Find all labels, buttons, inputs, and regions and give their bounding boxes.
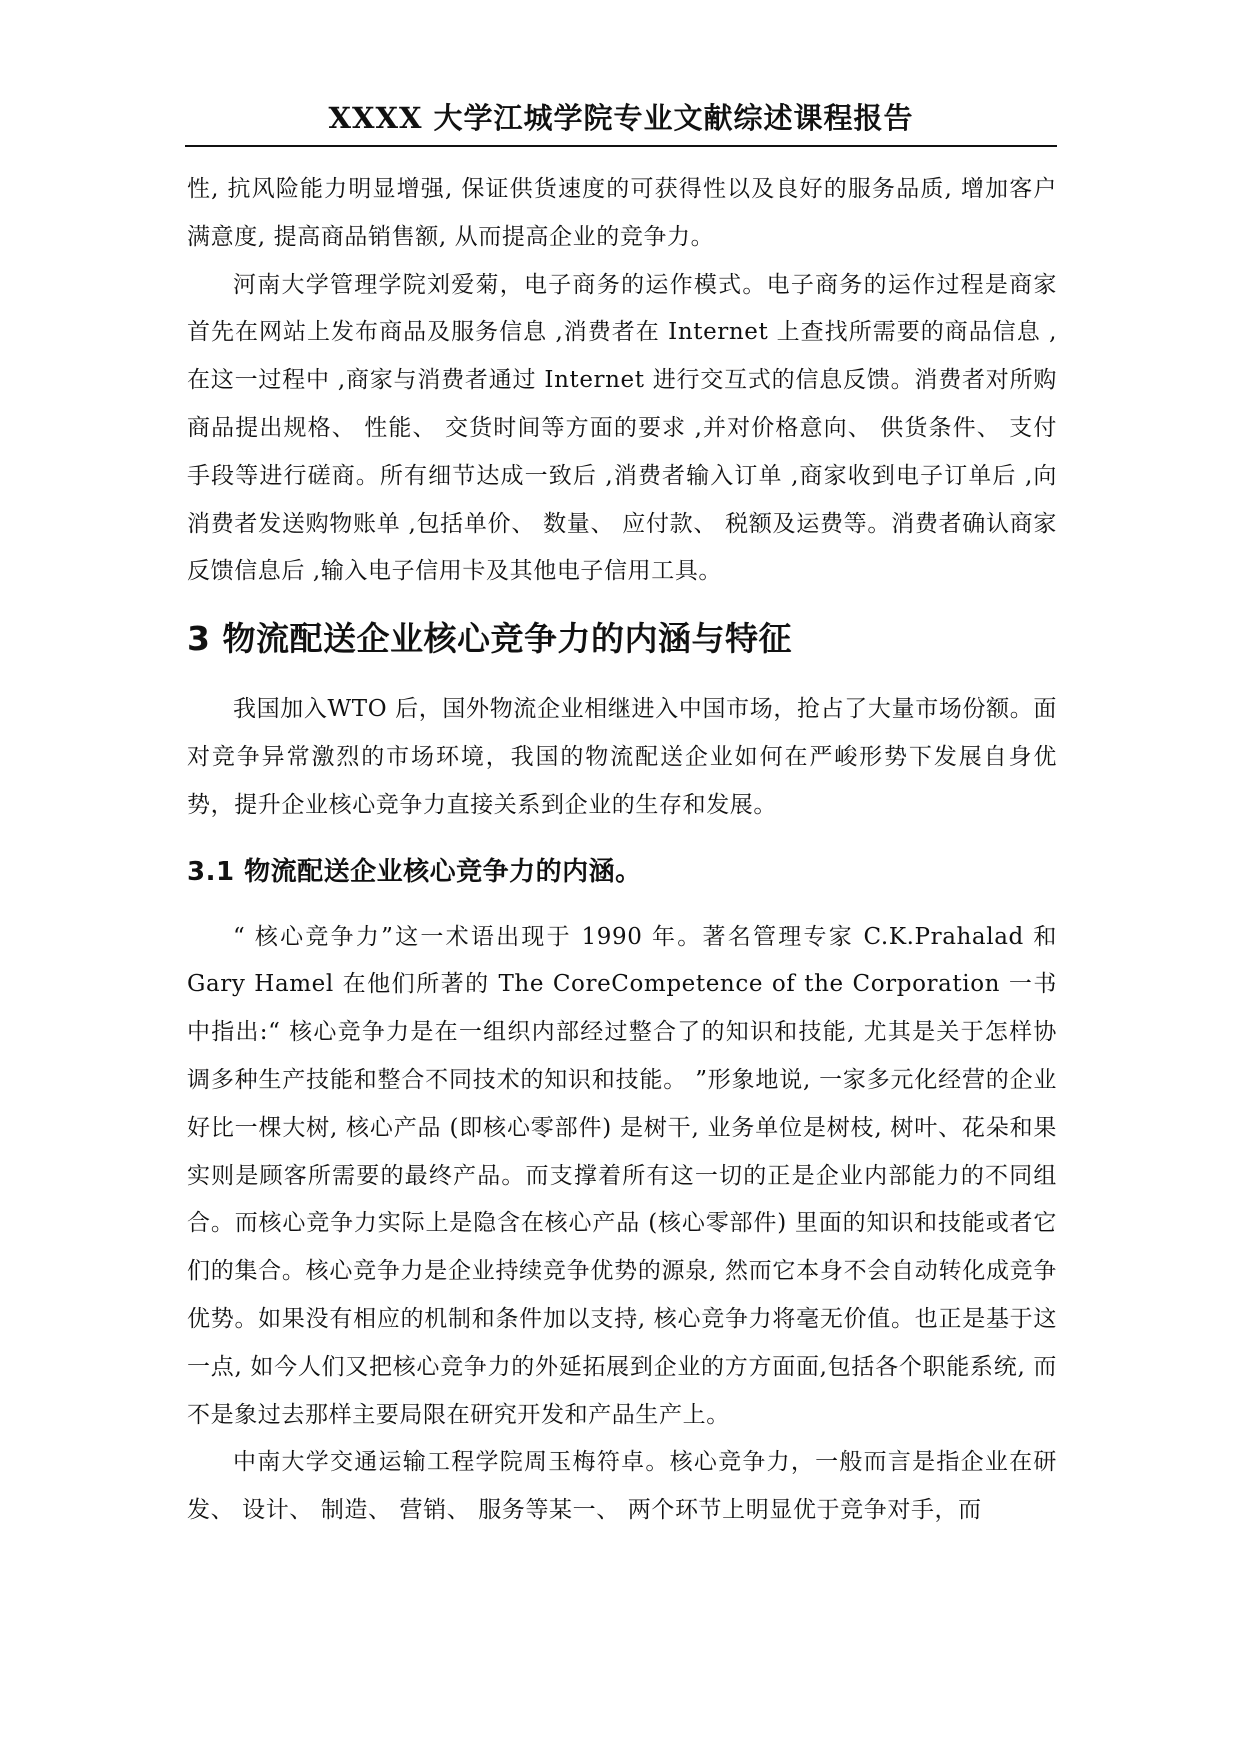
paragraph-continuation: 性, 抗风险能力明显增强, 保证供货速度的可获得性以及良好的服务品质, 增加客户满意度, 提高商品销售额, 从而提高企业的竞争力。 bbox=[187, 176, 1057, 250]
section-3-1-heading: 3.1 物流配送企业核心竞争力的内涵。 bbox=[187, 856, 642, 887]
document-body bbox=[187, 166, 1057, 1535]
header-divider bbox=[185, 145, 1057, 147]
page-header-title: XXXX 大学江城学院专业文献综述课程报告 bbox=[328, 101, 914, 135]
section-3-intro-paragraph: 我国加入WTO 后，国外物流企业相继进入中国市场，抢占了大量市场份额。面对竞争异常激烈的市场环境，我国的物流配送企业如何在严峻形势下发展自身优势，提升企业核心竞争力直接关系到企业的生存和发展。 bbox=[187, 696, 1057, 818]
paragraph-core-competence-definition: “ 核心竞争力”这一术语出现于 1990 年。著名管理专家 C.K.Prahalad 和 Gary Hamel 在他们所著的 The CoreCompetence of the Corporation 一书中指出:“ 核心竞争力是在一组织内部经过整合了的知识和技能, 尤其是关于怎样协调多种生产技能和整合不同技术的知识和技能。 ”形象地说, 一家多元化经营的企业好比一棵大树, 核心产品 (即核心零部件) 是树干, 业务单位是树枝, 树叶、花朵和果实则是顾客所需要的最终产品。而支撑着所有这一切的正是企业内部能力的不同组合。而核心竞争力实际上是隐含在核心产品 (核心零部件) 里面的知识和技能或者它们的集合。核心竞争力是企业持续竞争优势的源泉, 然而它本身不会自动转化成竞争优势。如果没有相应的机制和条件加以支持, 核心竞争力将毫无价值。也正是基于这一点, 如今人们又把核心竞争力的外延拓展到企业的方方面面,包括各个职能系统, 而不是象过去那样主要局限在研究开发和产品生产上。 bbox=[187, 923, 1057, 1428]
paragraph-core-competence-csu: 中南大学交通运输工程学院周玉梅符卓。核心竞争力，一般而言是指企业在研发、 设计、 制造、 营销、 服务等某一、 两个环节上明显优于竞争对手，而 bbox=[187, 1449, 1057, 1524]
paragraph-ecommerce-model: 河南大学管理学院刘爱菊，电子商务的运作模式。电子商务的运作过程是商家首先在网站上发布商品及服务信息 ,消费者在 Internet 上查找所需要的商品信息 ,在这一过程中 ,商家与消费者通过 Internet 进行交互式的信息反馈。消费者对所购商品提出规格、 性能、 交货时间等方面的要求 ,并对价格意向、 供货条件、 支付手段等进行磋商。所有细节达成一致后 ,消费者输入订单 ,商家收到电子订单后 ,向消费者发送购物账单 ,包括单价、 数量、 应付款、 税额及运费等。消费者确认商家反馈信息后 ,输入电子信用卡及其他电子信用工具。 bbox=[187, 271, 1057, 585]
section-3-heading: 3 物流配送企业核心竞争力的内涵与特征 bbox=[187, 619, 792, 659]
